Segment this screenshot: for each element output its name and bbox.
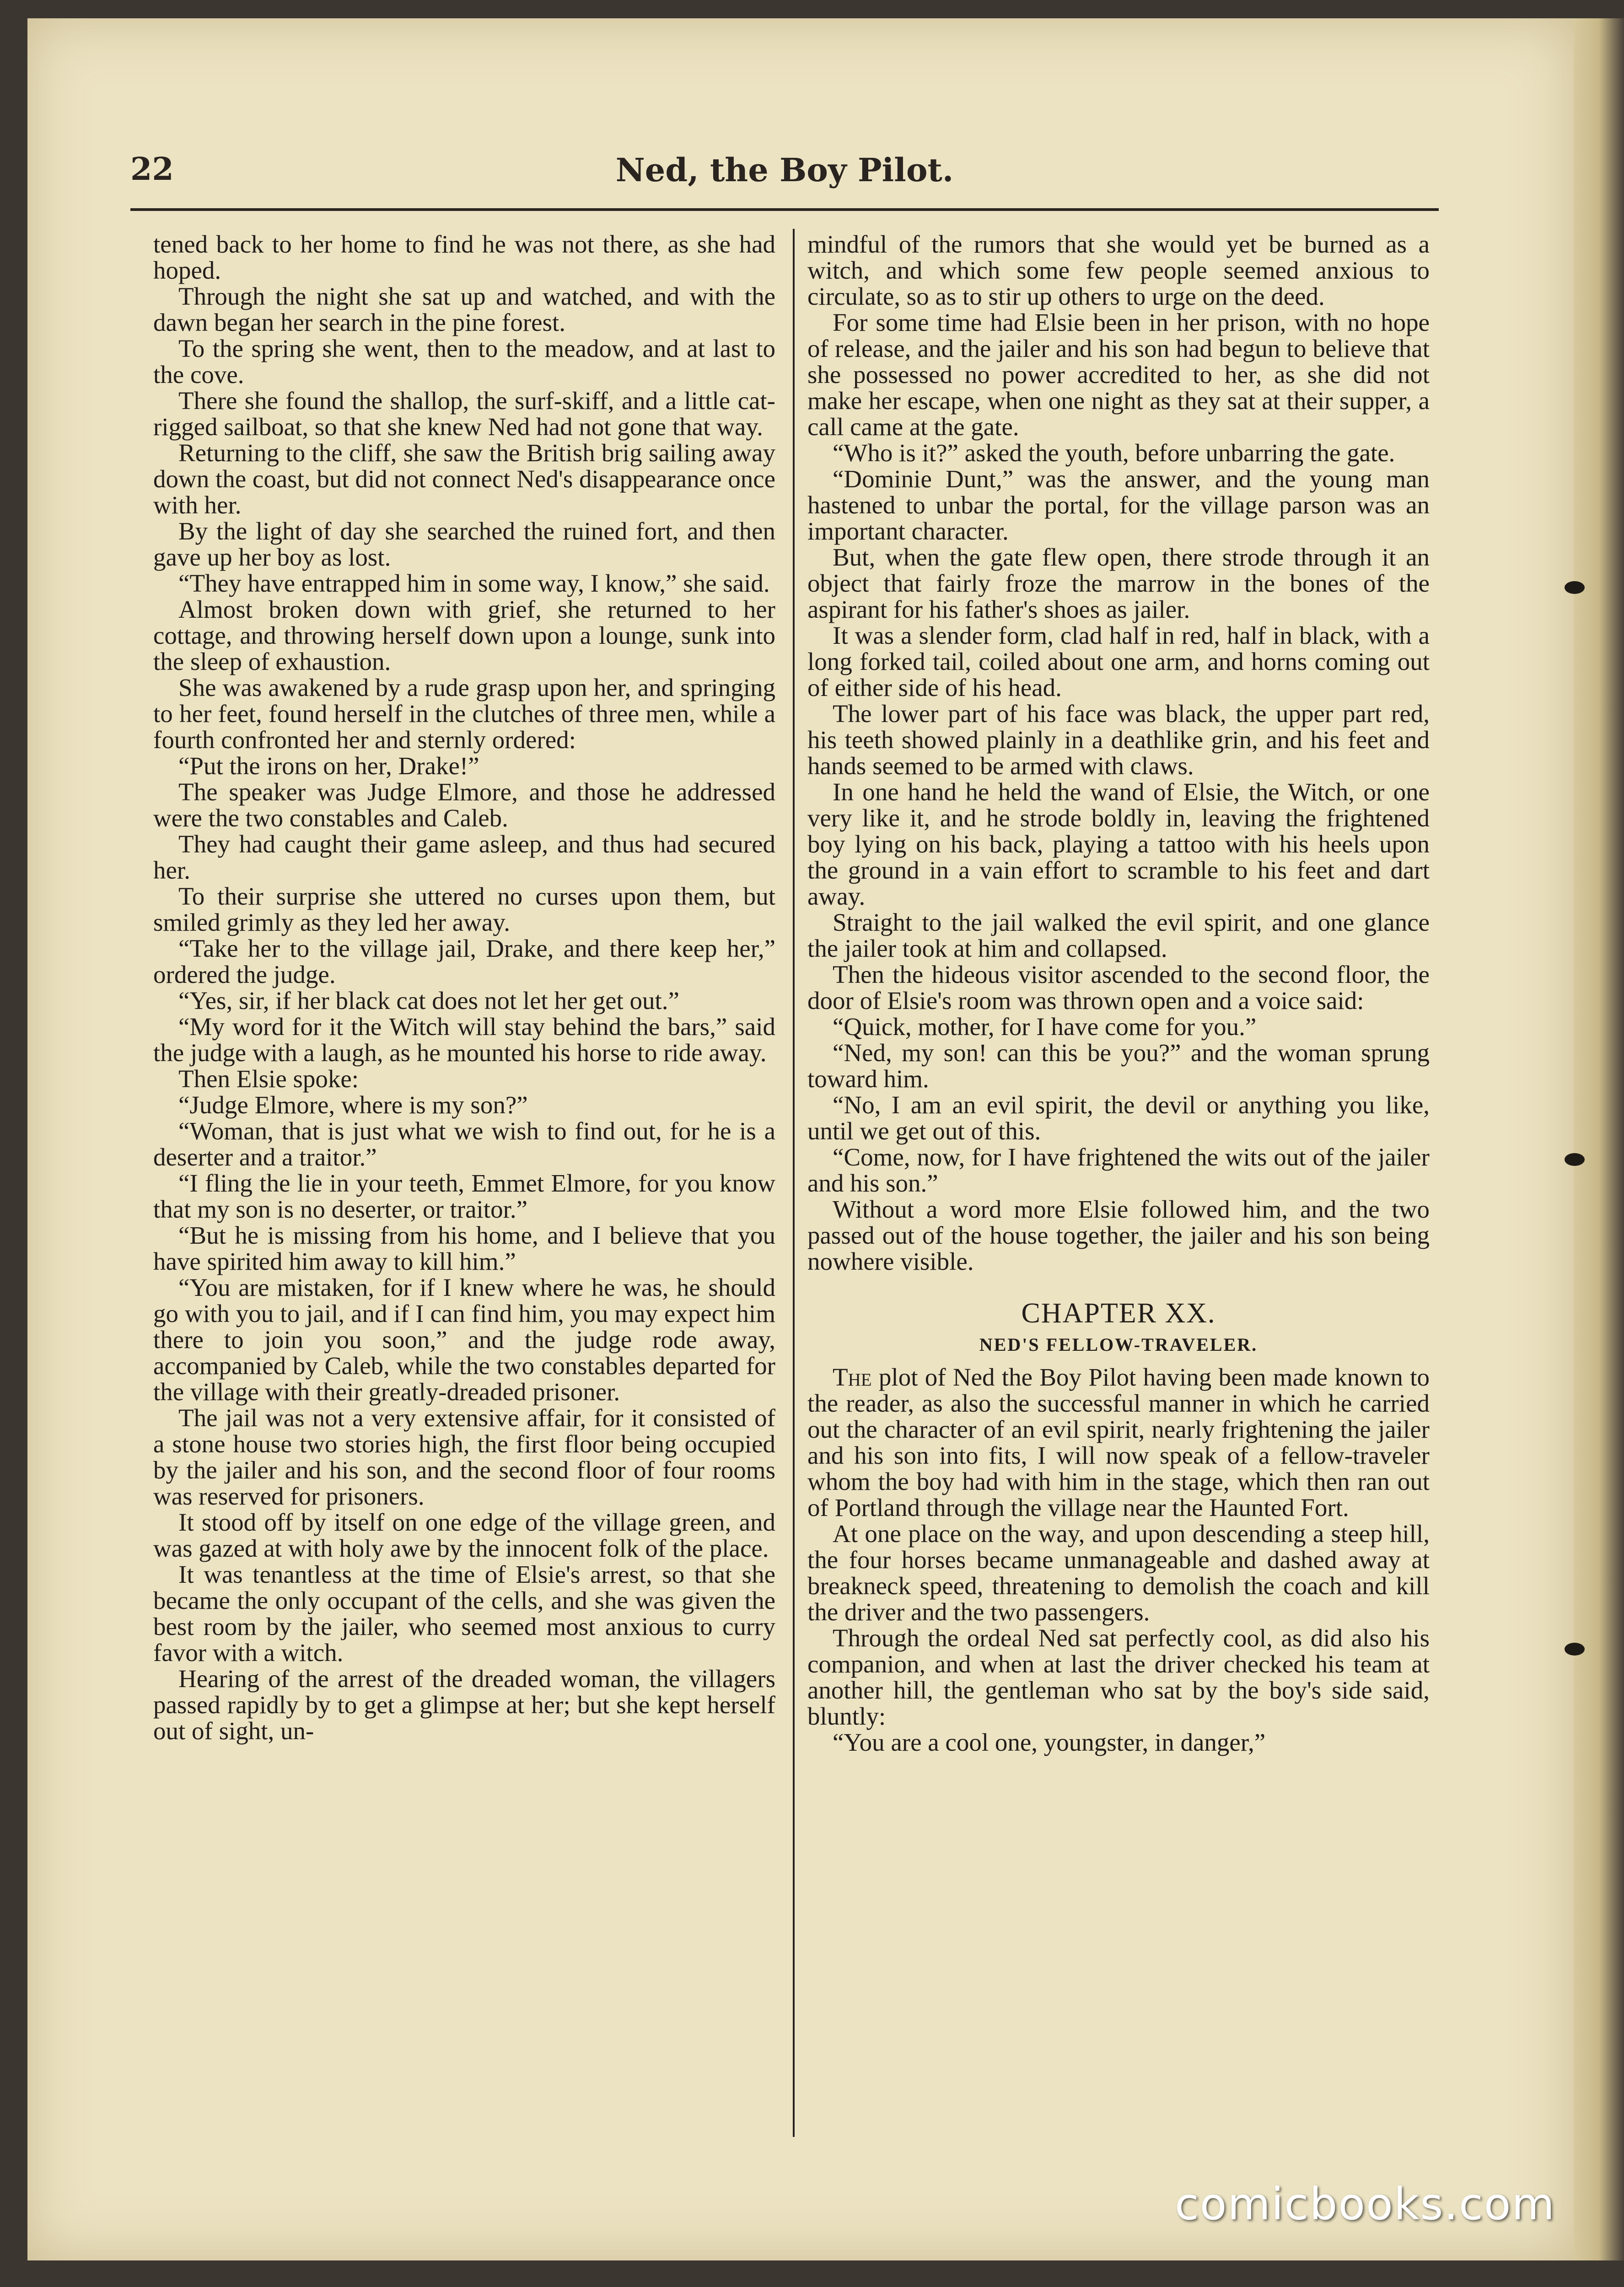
paragraph: “You are a cool one, youngster, in danger,” (833, 1728, 1266, 1756)
binding-hole (1565, 581, 1585, 594)
paragraph: Straight to the jail walked the evil spirit, and one glance the jailer took at him and collapsed. (807, 908, 1430, 962)
paragraph: “My word for it the Witch will stay behind the bars,” said the judge with a laugh, as he mounted his horse to ride away. (153, 1013, 775, 1067)
paragraph: “Woman, that is just what we wish to find out, for he is a deserter and a traitor.” (153, 1117, 775, 1171)
paragraph: “Dominie Dunt,” was the answer, and the young man hastened to unbar the portal, for the village parson was an important character. (807, 465, 1430, 545)
paragraph: “Who is it?” asked the youth, before unbarring the gate. (833, 439, 1395, 467)
paragraph: “Take her to the village jail, Drake, and there keep her,” ordered the judge. (153, 934, 775, 988)
paragraph: “Come, now, for I have frightened the wits out of the jailer and his son.” (807, 1143, 1430, 1197)
paragraph: Then the hideous visitor ascended to the second floor, the door of Elsie's room was thrown open and a voice said: (807, 960, 1430, 1014)
paragraph: tened back to her home to find he was not there, as she had hoped. (153, 230, 775, 284)
paragraph: The speaker was Judge Elmore, and those he addressed were the two constables and Caleb. (153, 778, 775, 832)
paragraph: The lower part of his face was black, the upper part red, his teeth showed plainly in a deathlike grin, and his feet and hands seemed to be armed with claws. (807, 700, 1430, 780)
page-header (130, 146, 1439, 201)
binding-hole (1565, 1643, 1585, 1656)
chapter-text (807, 1521, 1430, 1755)
paragraph: Without a word more Elsie followed him, and the two passed out of the house together, the jailer and his son being nowhere visible. (807, 1195, 1430, 1275)
paragraph: “Quick, mother, for I have come for you.” (833, 1013, 1257, 1041)
watermark-logo: comicbooks.com (1174, 2179, 1555, 2230)
paragraph: “They have entrapped him in some way, I know,” she said. (178, 569, 770, 597)
paragraph: She was awakened by a rude grasp upon her, and springing to her feet, found herself in the clutches of three men, while a fourth confronted her and sternly ordered: (153, 674, 775, 754)
paragraph: The jail was not a very extensive affair, for it consisted of a stone house two stories high, the first floor being occupied by the jailer and his son, and the second floor of four rooms was reserved for prisoners. (153, 1404, 775, 1510)
paragraph: In one hand he held the wand of Elsie, the Witch, or one very like it, and he strode boldly in, leaving the frightened boy lying on his back, playing a tattoo with his heels upon the ground in a vain effort to scramble to his feet and dart away. (807, 778, 1430, 910)
running-title: Ned, the Boy Pilot. (615, 151, 954, 189)
paragraph: To their surprise she uttered no curses upon them, but smiled grimly as they led her away. (153, 882, 775, 936)
paragraph: “No, I am an evil spirit, the devil or anything you like, until we get out of this. (807, 1091, 1430, 1145)
chapter-opening-text: plot of Ned the Boy Pilot having been made known to the reader, as also the successful manner in which he carried out the character of an evil spirit, nearly frightening the jailer and his son into fits, I will now speak of a fellow-traveler whom the boy had with him in the stage, which then ran out of Portland through the village near the Haunted Fort. (807, 1363, 1430, 1521)
paragraph: “Yes, sir, if her black cat does not let her get out.” (178, 987, 679, 1014)
paragraph: It stood off by itself on one edge of the village green, and was gazed at with holy awe by the innocent folk of the place. (153, 1508, 775, 1562)
paragraph: It was a slender form, clad half in red, half in black, with a long forked tail, coiled about one arm, and horns coming out of either side of his head. (807, 621, 1430, 701)
right-column-text (807, 231, 1430, 1274)
paragraph: Almost broken down with grief, she returned to her cottage, and throwing herself down upon a lounge, sunk into the sleep of exhaustion. (153, 595, 775, 675)
paragraph: “But he is missing from his home, and I believe that you have spirited him away to kill him.” (153, 1221, 775, 1275)
paragraph: Through the night she sat up and watched, and with the dawn began her search in the pine forest. (153, 282, 775, 336)
paragraph: It was tenantless at the time of Elsie's arrest, so that she became the only occupant of the cells, and she was given the best room by the jailer, who seemed most anxious to curry favor with a witch. (153, 1560, 775, 1667)
paragraph: For some time had Elsie been in her prison, with no hope of release, and the jailer and his son had begun to believe that she possessed no power accredited to her, as she did not make her escape, when one night as they sat at their supper, a call came at the gate. (807, 308, 1430, 441)
paragraph: But, when the gate flew open, there strode through it an object that fairly froze the marrow in the bones of the aspirant for his father's shoes as jailer. (807, 543, 1430, 623)
header-rule (130, 208, 1439, 211)
paragraph: There she found the shallop, the surf-skiff, and a little cat-rigged sailboat, so that she knew Ned had not gone that way. (153, 387, 775, 441)
paragraph: “Put the irons on her, Drake!” (178, 752, 479, 780)
right-column (807, 231, 1430, 1755)
page-number: 22 (130, 151, 174, 188)
column-divider (793, 229, 795, 2137)
paragraph: “Ned, my son! can this be you?” and the woman sprung toward him. (807, 1039, 1430, 1093)
paragraph: “I fling the lie in your teeth, Emmet Elmore, for you know that my son is no deserter, or traitor.” (153, 1169, 775, 1223)
chapter-subtitle: NED'S FELLOW-TRAVELER. (979, 1334, 1258, 1355)
paragraph: mindful of the rumors that she would yet be burned as a witch, and which some few people seemed anxious to circulate, so as to stir up others to urge on the deed. (807, 230, 1430, 310)
paragraph: “Judge Elmore, where is my son?” (178, 1091, 528, 1119)
chapter-title: CHAPTER XX. (1021, 1298, 1216, 1329)
chapter-first-word: The (833, 1363, 872, 1391)
paragraph: Through the ordeal Ned sat perfectly cool, as did also his companion, and when at last the driver checked his team at another hill, the gentleman who sat by the boy's side said, bluntly: (807, 1624, 1430, 1730)
paragraph: To the spring she went, then to the meadow, and at last to the cove. (153, 334, 775, 388)
paragraph: Returning to the cliff, she saw the British brig sailing away down the coast, but did not connect Ned's disappearance once with her. (153, 439, 776, 519)
chapter-opening-paragraph (807, 1364, 1430, 1521)
paragraph: By the light of day she searched the ruined fort, and then gave up her boy as lost. (153, 517, 775, 571)
paragraph: “You are mistaken, for if I knew where he was, he should go with you to jail, and if I can find him, you may expect him there to join you soon,” and the judge rode away, accompanied by Caleb, while the two constables departed for the village with their greatly-dreaded prisoner. (153, 1273, 775, 1406)
paragraph: At one place on the way, and upon descending a steep hill, the four horses became unmanageable and dashed away at breakneck speed, threatening to demolish the coach and kill the driver and the two passengers. (807, 1520, 1430, 1626)
paragraph: They had caught their game asleep, and thus had secured her. (153, 830, 775, 884)
paragraph: Then Elsie spoke: (178, 1065, 359, 1093)
page-edge (1574, 18, 1624, 2260)
left-column (153, 231, 775, 1744)
binding-hole (1565, 1153, 1585, 1166)
paragraph: Hearing of the arrest of the dreaded woman, the villagers passed rapidly by to get a glimpse at her; but she kept herself out of sight, un- (153, 1665, 775, 1745)
